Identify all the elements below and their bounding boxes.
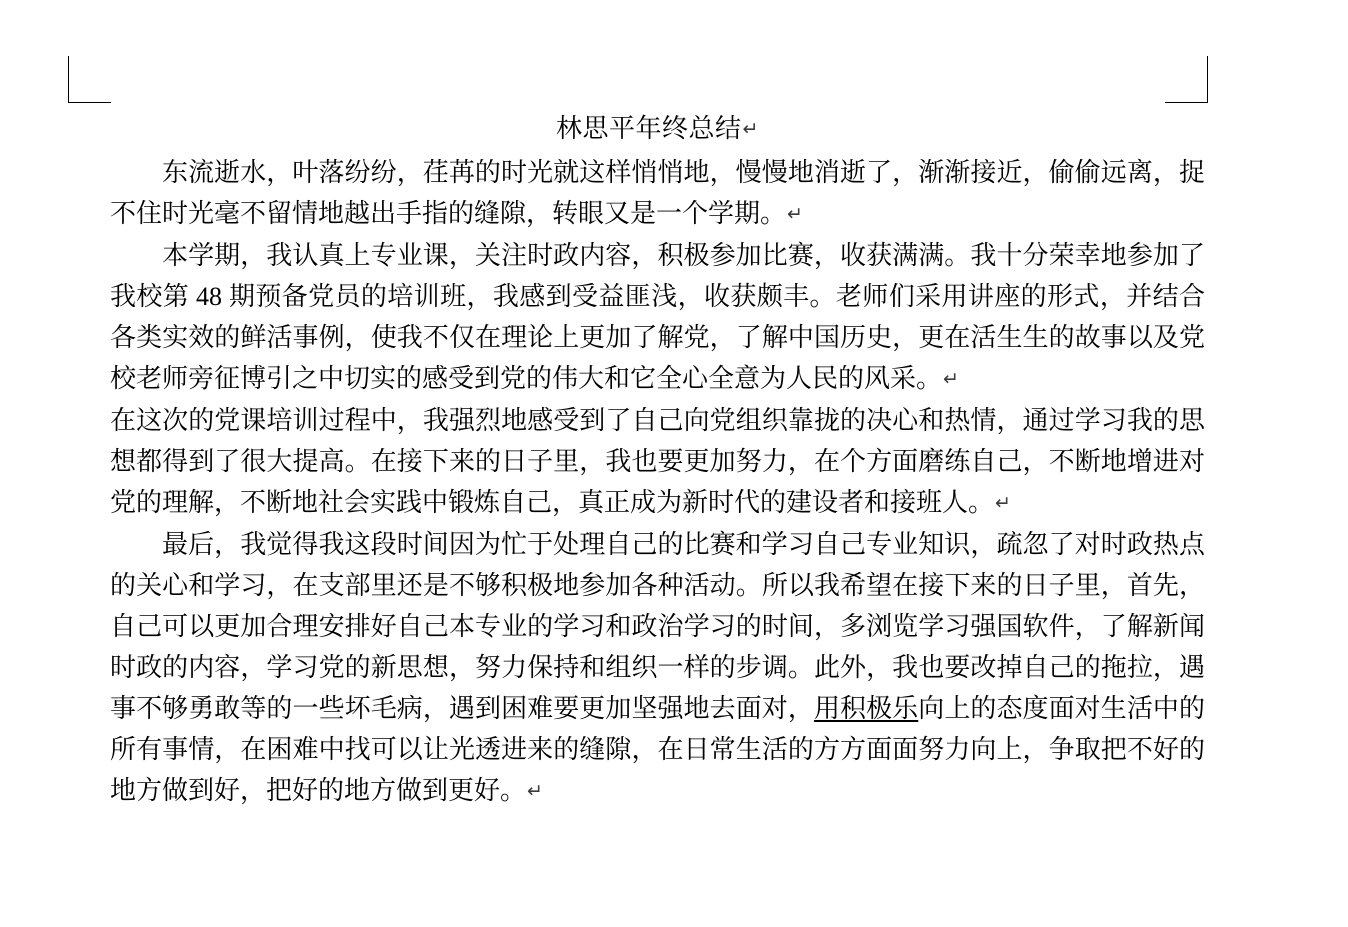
paragraph-4 xyxy=(110,524,1205,812)
paragraph-3-text: 在这次的党课培训过程中，我强烈地感受到了自己向党组织靠拢的决心和热情，通过学习我的思想都得到了很大提高。在接下来的日子里，我也要更加努力，在个方面磨练自己，不断地增进对党的理解，不断地社会实践中锻炼自己，真正成为新时代的建设者和接班人。 xyxy=(110,406,1205,517)
paragraph-1-text: 东流逝水，叶落纷纷，荏苒的时光就这样悄悄地，慢慢地消逝了，渐渐接近，偷偷远离，捉不住时光毫不留情地越出手指的缝隙，转眼又是一个学期。 xyxy=(110,158,1205,228)
crop-mark-top-right xyxy=(1165,56,1208,103)
paragraph-4-text-before-underline: 最后，我觉得我这段时间因为忙于处理自己的比赛和学习自己专业知识，疏忽了对时政热点的关心和学习，在支部里还是不够积极地参加各种活动。所以我希望在接下来的日子里，首先，自己可以更加合理安排好自己本专业的学习和政治学习的时间，多浏览学习强国软件，了解新闻时政的内容，学习党的新思想，努力保持和组织一样的步调。此外，我也要改掉自己的拖拉，遇事不够勇敢等的一些坏毛病，遇到困难要更加坚强地去面对， xyxy=(110,530,1205,723)
paragraph-mark-icon: ↵ xyxy=(527,780,543,802)
document-title xyxy=(110,110,1205,148)
paragraph-1 xyxy=(110,152,1205,235)
document-title-text: 林思平年终总结 xyxy=(556,114,742,143)
paragraph-mark-icon: ↵ xyxy=(943,368,959,390)
paragraph-4-text-after-underline: 向上的态度面对生活中的所有事情，在困难中找可以让光透进来的缝隙，在日常生活的方方面面努力向上，争取把不好的地方做到好，把好的地方做到更好。 xyxy=(110,694,1205,805)
crop-mark-top-left xyxy=(68,56,111,103)
underlined-phrase: 用积极乐 xyxy=(813,694,919,723)
paragraph-mark-icon: ↵ xyxy=(742,118,759,140)
document-body xyxy=(110,110,1205,812)
paragraph-mark-icon: ↵ xyxy=(787,203,803,225)
paragraph-2-text: 本学期，我认真上专业课，关注时政内容，积极参加比赛，收获满满。我十分荣幸地参加了我校第 48 期预备党员的培训班，我感到受益匪浅，收获颇丰。老师们采用讲座的形式，并结合各类实效的鲜活事例，使我不仅在理论上更加了解党，了解中国历史，更在活生生的故事以及党校老师旁征博引之中切实的感受到党的伟大和它全心全意为人民的风采。 xyxy=(110,241,1205,393)
paragraph-mark-icon: ↵ xyxy=(995,492,1011,514)
paragraph-3 xyxy=(110,400,1205,524)
paragraph-2 xyxy=(110,235,1205,400)
